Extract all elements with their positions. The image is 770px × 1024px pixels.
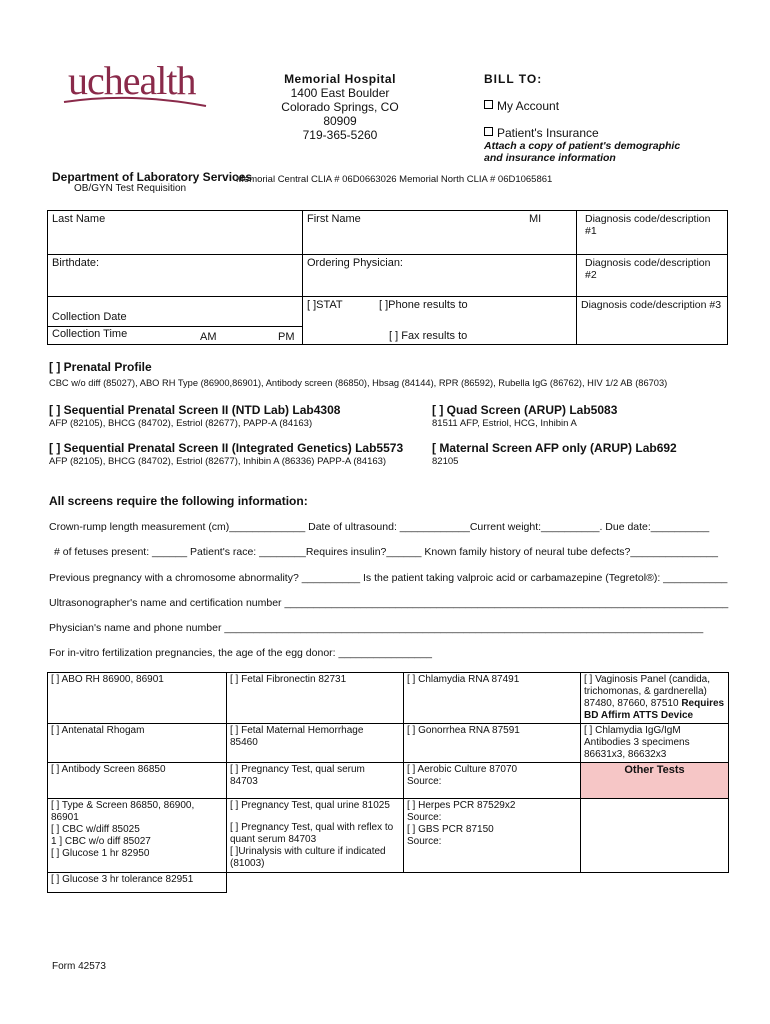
address-line2: Colorado Springs, CO xyxy=(281,100,399,114)
seq-ig-desc: AFP (82105), BHCG (84702), Estriol (82677), Inhibin A (86336) PAPP-A (84163) xyxy=(49,456,387,467)
test-label: [ ] Aerobic Culture 87070 xyxy=(407,764,518,775)
afp-only-desc: 82105 xyxy=(432,456,459,467)
test-label: [ ] Chlamydia IgG/IgM Antibodies 3 specimens 86631x3, 86632x3 xyxy=(584,725,690,760)
test-glucose-3hr[interactable] xyxy=(48,873,227,893)
stat-checkbox[interactable]: [ ]STAT xyxy=(307,299,343,311)
seq-ntd-title[interactable]: [ ] Sequential Prenatal Screen II (NTD Lab) Lab4308 xyxy=(49,403,341,417)
dx3-field[interactable] xyxy=(577,297,728,345)
uchealth-logo xyxy=(60,62,210,119)
test-label: [ ] Antibody Screen 86850 xyxy=(51,764,166,775)
results-field[interactable] xyxy=(303,297,577,345)
mi-label: MI xyxy=(529,213,542,225)
test-label: [ ] Type & Screen 86850, 86900, xyxy=(51,800,195,811)
bill-to-section xyxy=(484,72,680,164)
other-tests-header xyxy=(581,763,729,799)
department-name: Department of Laboratory Services xyxy=(52,170,253,184)
hospital-address xyxy=(270,72,410,142)
test-requirement: Requires BD Affirm ATTS Device xyxy=(584,698,725,721)
attach-note-1: Attach a copy of patient's demographic xyxy=(484,140,681,152)
test-code: 84703 xyxy=(230,776,258,787)
bill-to-title: BILL TO: xyxy=(484,72,543,86)
test-fetal-maternal-hemorrhage[interactable] xyxy=(227,724,404,763)
test-fetal-fibronectin[interactable] xyxy=(227,673,404,724)
patient-info-table xyxy=(47,210,728,345)
quad-screen-title[interactable]: [ ] Quad Screen (ARUP) Lab5083 xyxy=(432,403,618,417)
test-group-pregnancy[interactable] xyxy=(227,799,404,873)
screen-line-2[interactable]: # of fetuses present: ______ Patient's race: ________Requires insulin?______ Known family history of neural tube defects?_______________ xyxy=(54,546,718,558)
ordering-physician-field[interactable] xyxy=(303,255,577,297)
bill-insurance-label: Patient's Insurance xyxy=(497,126,599,140)
dx2-field[interactable] xyxy=(577,255,728,297)
test-label: [ ] Herpes PCR 87529x2 xyxy=(407,800,516,811)
seq-ntd-desc: AFP (82105), BHCG (84702), Estriol (82677), PAPP-A (84163) xyxy=(49,418,313,429)
test-label: 1 ] CBC w/o diff 85027 xyxy=(51,836,151,847)
screen-line-1[interactable]: Crown-rump length measurement (cm)_____________ Date of ultrasound: ____________Current weight:__________. Due date:__________ xyxy=(49,521,710,533)
form-number: Form 42573 xyxy=(52,961,106,972)
test-code: 85460 xyxy=(230,737,258,748)
test-aerobic-culture[interactable] xyxy=(404,763,581,799)
test-label: [ ] Vaginosis Panel (candida, trichomonas, & gardnerella) 87480, 87660, 87510 xyxy=(584,674,711,709)
test-chlamydia-igg[interactable] xyxy=(581,724,729,763)
test-label: [ ] ABO RH 86900, 86901 xyxy=(51,674,164,685)
dx2-label: Diagnosis code/description #2 xyxy=(585,257,711,281)
logo-swoosh-icon xyxy=(60,62,210,114)
dx3-label: Diagnosis code/description #3 xyxy=(581,299,722,311)
checkbox-icon[interactable] xyxy=(484,100,493,109)
source-label: Source: xyxy=(407,812,442,823)
source-label: Source: xyxy=(407,776,442,787)
collection-date-label: Collection Date xyxy=(52,311,127,323)
test-label: [ ] CBC w/diff 85025 xyxy=(51,824,140,835)
birthdate-label: Birthdate: xyxy=(52,257,100,269)
test-label: [ ] Fetal Maternal Hemorrhage xyxy=(230,725,364,736)
test-chlamydia-rna[interactable] xyxy=(404,673,581,724)
bill-patient-insurance[interactable] xyxy=(484,126,680,140)
quad-screen-desc: 81511 AFP, Estriol, HCG, Inhibin A xyxy=(432,418,577,429)
source-label: Source: xyxy=(407,836,442,847)
department-title xyxy=(52,170,252,184)
checkbox-icon[interactable] xyxy=(484,127,493,136)
screen-line-3[interactable]: Previous pregnancy with a chromosome abnormality? __________ Is the patient taking valproic acid or carbamazepine (Tegretol®): ___________ xyxy=(49,572,728,584)
prenatal-profile-desc: CBC w/o diff (85027), ABO RH Type (86900,86901), Antibody screen (86850), Hbsag (84144), RPR (86592), Rubella IgG (86762), HIV 1/2 AB (86703) xyxy=(49,378,668,388)
screen-line-5[interactable]: Physician's name and phone number __________________________________________________________________________________ xyxy=(49,622,704,634)
collection-time-label: Collection Time xyxy=(52,328,128,340)
test-label: [ ] Pregnancy Test, qual serum xyxy=(230,764,365,775)
address-line1: 1400 East Boulder xyxy=(290,86,390,100)
screens-heading: All screens require the following information: xyxy=(49,494,308,508)
test-label: [ ] GBS PCR 87150 xyxy=(407,824,494,835)
empty-cell xyxy=(227,873,404,893)
collection-field[interactable] xyxy=(48,297,303,345)
first-name-field[interactable] xyxy=(303,211,577,255)
other-tests-label: Other Tests xyxy=(624,764,685,776)
hospital-name: Memorial Hospital xyxy=(284,72,396,86)
fax-results-checkbox[interactable]: [ ] Fax results to xyxy=(389,330,468,342)
clia-numbers: Memorial Central CLIA # 06D0663026 Memorial North CLIA # 06D1065861 xyxy=(236,174,553,185)
empty-cell xyxy=(581,873,729,893)
test-label: [ ]Urinalysis with culture if indicated (81003) xyxy=(230,846,386,869)
hospital-phone: 719-365-5260 xyxy=(302,128,378,142)
test-code: 86901 xyxy=(51,812,79,823)
address-zip: 80909 xyxy=(323,114,357,128)
prenatal-profile-title[interactable]: [ ] Prenatal Profile xyxy=(49,360,152,374)
test-label: [ ] Glucose 1 hr 82950 xyxy=(51,848,150,859)
last-name-label: Last Name xyxy=(52,213,106,225)
first-name-label: First Name xyxy=(307,213,361,225)
test-label: [ ] Gonorrhea RNA 87591 xyxy=(407,725,520,736)
birthdate-field[interactable] xyxy=(48,255,303,297)
dx1-field[interactable] xyxy=(577,211,728,255)
requisition-title: OB/GYN Test Requisition xyxy=(74,183,187,194)
test-label: [ ] Chlamydia RNA 87491 xyxy=(407,674,520,685)
last-name-field[interactable] xyxy=(48,211,303,255)
seq-ig-title[interactable]: [ ] Sequential Prenatal Screen II (Integrated Genetics) Lab5573 xyxy=(49,441,404,455)
test-group-type-screen[interactable] xyxy=(48,799,227,873)
test-label: [ ] Pregnancy Test, qual urine 81025 xyxy=(230,800,390,811)
test-gonorrhea-rna[interactable] xyxy=(404,724,581,763)
phone-results-checkbox[interactable]: [ ]Phone results to xyxy=(379,299,468,311)
bill-my-account-label: My Account xyxy=(497,99,560,113)
tests-table xyxy=(47,672,729,893)
test-group-pcr[interactable] xyxy=(404,799,581,873)
test-label: [ ] Fetal Fibronectin 82731 xyxy=(230,674,347,685)
am-label: AM xyxy=(200,331,217,343)
test-label: [ ] Pregnancy Test, qual with reflex to quant serum 84703 xyxy=(230,822,394,845)
test-antenatal-rhogam[interactable] xyxy=(48,724,227,763)
test-label: [ ] Glucose 3 hr tolerance 82951 xyxy=(51,874,194,885)
test-abo-rh[interactable] xyxy=(48,673,227,724)
ordering-physician-label: Ordering Physician: xyxy=(307,257,403,269)
other-tests-field[interactable] xyxy=(581,799,729,873)
dx1-label: Diagnosis code/description #1 xyxy=(585,213,711,237)
attach-note-2: and insurance information xyxy=(484,152,616,164)
logo-text: uchealth xyxy=(68,62,196,103)
screen-line-4[interactable]: Ultrasonographer's name and certification number ____________________________________________________________________________ xyxy=(49,597,729,609)
afp-only-title[interactable]: [ Maternal Screen AFP only (ARUP) Lab692 xyxy=(432,441,677,455)
test-vaginosis-panel[interactable] xyxy=(581,673,729,724)
pm-label: PM xyxy=(278,331,295,343)
screen-line-6[interactable]: For in-vitro fertilization pregnancies, the age of the egg donor: ________________ xyxy=(49,647,432,659)
bill-my-account[interactable] xyxy=(484,99,680,113)
test-pregnancy-serum[interactable] xyxy=(227,763,404,799)
test-antibody-screen[interactable] xyxy=(48,763,227,799)
test-label: [ ] Antenatal Rhogam xyxy=(51,725,145,736)
empty-cell xyxy=(404,873,581,893)
